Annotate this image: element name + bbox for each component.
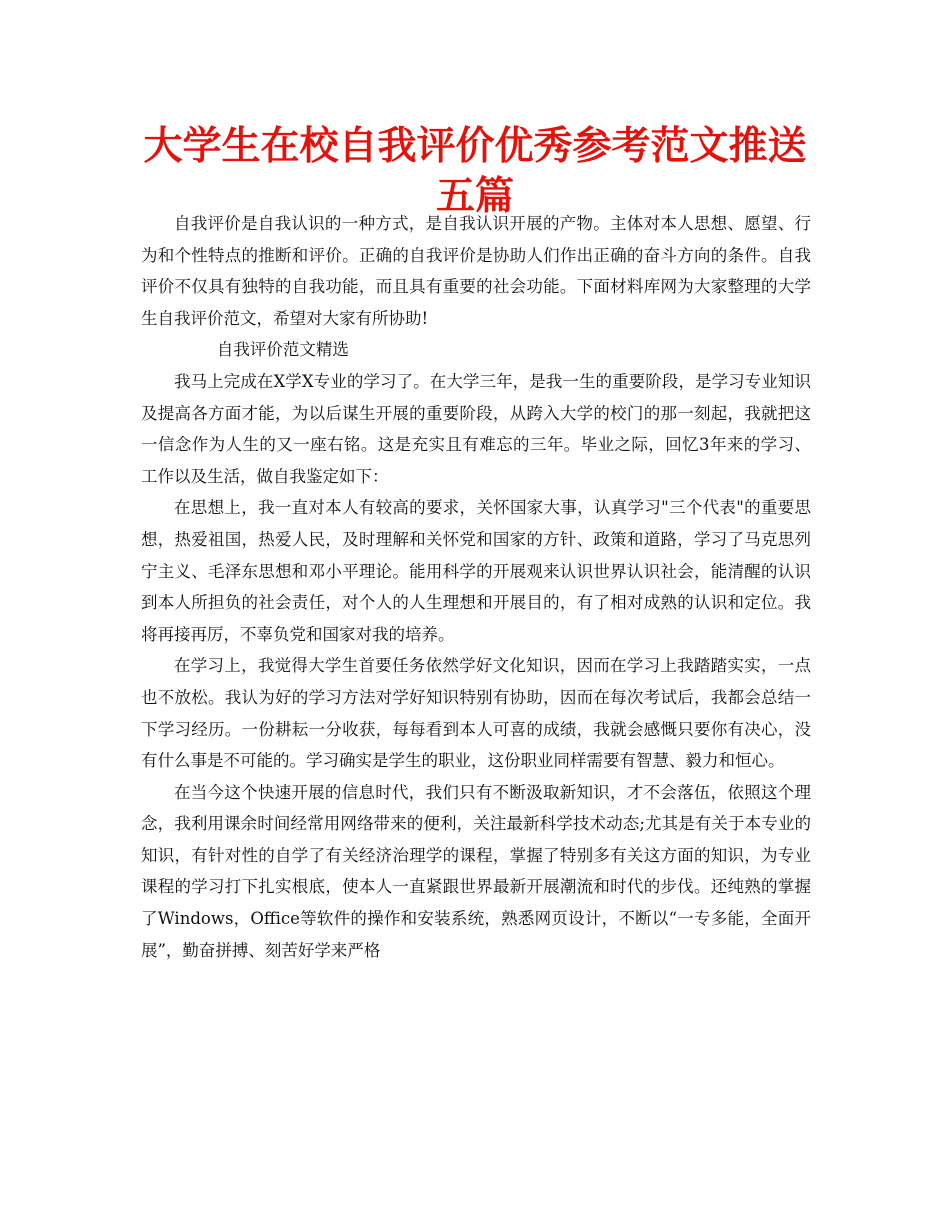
body-paragraph: 我马上完成在X学X专业的学习了。在大学三年，是我一生的重要阶段，是学习专业知识及提高各方面才能，为以后谋生开展的重要阶段，从跨入大学的校门的那一刻起，我就把这一信念作为人生的又一座右铭。这是充实且有难忘的三年。毕业之际，回忆3年来的学习、工作以及生活，做自我鉴定如下： [141,371,811,486]
intro-paragraph: 自我评价是自我认识的一种方式，是自我认识开展的产物。主体对本人思想、愿望、行为和个性特点的推断和评价。正确的自我评价是协助人们作出正确的奋斗方向的条件。自我评价不仅具有独特的自我功能，而且具有重要的社会功能。下面材料库网为大家整理的大学生自我评价范文，希望对大家有所协助! [141,214,811,328]
document-body [141,208,811,966]
body-paragraph: 在学习上，我觉得大学生首要任务依然学好文化知识，因而在学习上我踏踏实实，一点也不放松。我认为好的学习方法对学好知识特别有协助，因而在每次考试后，我都会总结一下学习经历。一份耕耘一分收获，每每看到本人可喜的成绩，我就会感慨只要你有决心，没有什么事是不可能的。学习确实是学生的职业，这份职业同样需要有智慧、毅力和恒心。 [141,656,811,771]
body-paragraph: 在当今这个快速开展的信息时代，我们只有不断汲取新知识，才不会落伍，依照这个理念，我利用课余时间经常用网络带来的便利，关注最新科学技术动态;尤其是有关于本专业的知识，有针对性的自学了有关经济治理学的课程，掌握了特别多有关这方面的知识，为专业课程的学习打下扎实根底，使本人一直紧跟世界最新开展潮流和时代的步伐。还纯熟的掌握了Windows，Office等软件的操作和安装系统，熟悉网页设计，不断以“一专多能，全面开展”，勤奋拼搏、刻苦好学来严格 [141,782,811,960]
document-title: 大学生在校自我评价优秀参考范文推送五篇 [143,124,807,219]
body-paragraph: 在思想上，我一直对本人有较高的要求，关怀国家大事，认真学习"三个代表"的重要思想，热爱祖国，热爱人民，及时理解和关怀党和国家的方针、政策和道路，学习了马克思列宁主义、毛泽东思想和邓小平理论。能用科学的开展观来认识世界认识社会，能清醒的认识到本人所担负的社会责任，对个人的人生理想和开展目的，有了相对成熟的认识和定位。我将再接再厉，不辜负党和国家对我的培养。 [141,498,811,644]
section-subheading: 自我评价范文精选 [216,340,349,360]
